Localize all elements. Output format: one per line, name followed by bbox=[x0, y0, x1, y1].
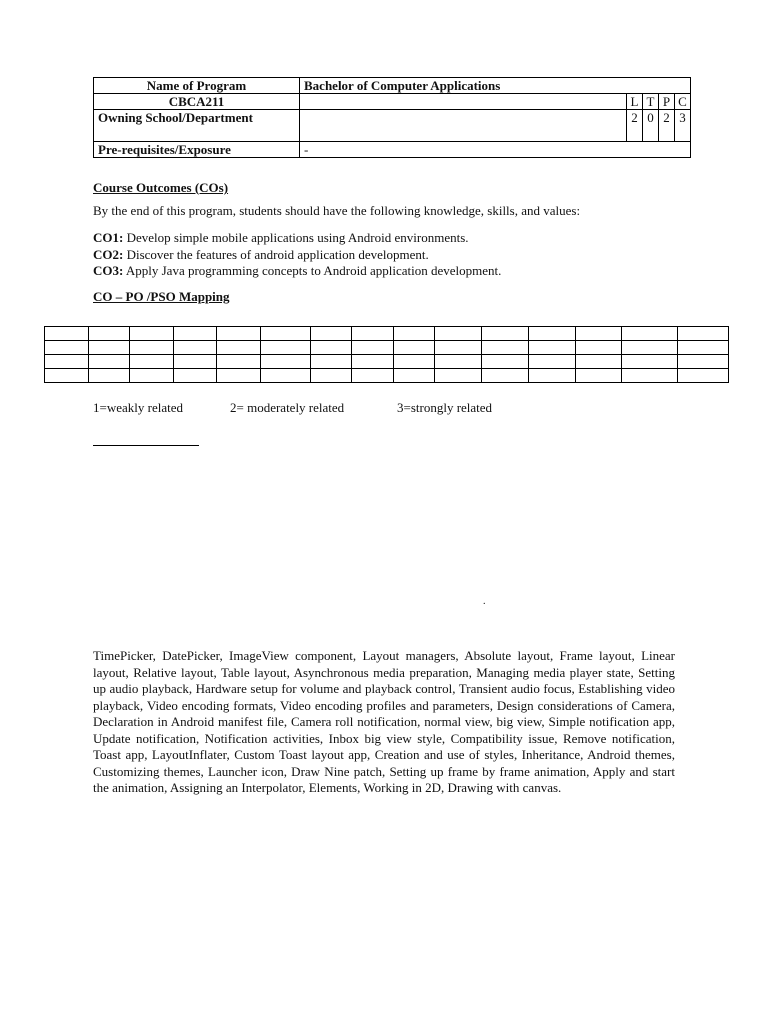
mapping-cell bbox=[575, 355, 622, 369]
mapping-cell bbox=[575, 369, 622, 383]
co-text: Develop simple mobile applications using Android environments. bbox=[123, 230, 469, 245]
mapping-cell bbox=[261, 369, 311, 383]
mapping-cell bbox=[261, 341, 311, 355]
co-item bbox=[93, 230, 501, 247]
mapping-cell bbox=[216, 327, 261, 341]
mapping-cell bbox=[216, 341, 261, 355]
mapping-cell bbox=[351, 341, 394, 355]
mapping-cell bbox=[130, 327, 174, 341]
mapping-cell bbox=[481, 327, 528, 341]
program-value: Bachelor of Computer Applications bbox=[300, 78, 691, 94]
mapping-cell bbox=[677, 341, 728, 355]
mapping-cell bbox=[677, 369, 728, 383]
co-item bbox=[93, 247, 501, 264]
mapping-cell bbox=[88, 341, 130, 355]
co-list bbox=[93, 230, 501, 280]
course-outcomes-intro: By the end of this program, students should have the following knowledge, skills, and values: bbox=[93, 203, 581, 218]
mapping-cell bbox=[394, 327, 434, 341]
mapping-cell bbox=[394, 355, 434, 369]
program-label: Name of Program bbox=[94, 78, 300, 94]
mapping-cell bbox=[351, 327, 394, 341]
mapping-cell bbox=[575, 341, 622, 355]
prereq-label: Pre-requisites/Exposure bbox=[94, 142, 300, 158]
mapping-cell bbox=[130, 355, 174, 369]
mapping-row bbox=[45, 341, 729, 355]
mapping-cell bbox=[130, 341, 174, 355]
mapping-cell bbox=[311, 341, 351, 355]
mapping-cell bbox=[311, 327, 351, 341]
mapping-cell bbox=[45, 341, 89, 355]
ltpc-value-p: 2 bbox=[659, 110, 675, 142]
legend-strong: 3=strongly related bbox=[397, 400, 493, 415]
co-item bbox=[93, 263, 501, 280]
mapping-cell bbox=[622, 355, 677, 369]
mapping-cell bbox=[261, 355, 311, 369]
mapping-heading: CO – PO /PSO Mapping bbox=[93, 289, 230, 304]
stray-dot: . bbox=[483, 596, 486, 607]
mapping-cell bbox=[528, 355, 575, 369]
section-underline bbox=[93, 445, 199, 446]
program-info-table bbox=[93, 77, 691, 158]
prereq-value: - bbox=[300, 142, 691, 158]
co-code: CO3: bbox=[93, 263, 124, 278]
mapping-cell bbox=[216, 369, 261, 383]
co-code: CO1: bbox=[93, 230, 124, 245]
mapping-row bbox=[45, 369, 729, 383]
owner-value bbox=[300, 110, 627, 142]
mapping-cell bbox=[434, 341, 481, 355]
course-code: CBCA211 bbox=[94, 94, 300, 110]
mapping-cell bbox=[575, 327, 622, 341]
co-text: Discover the features of android application development. bbox=[123, 246, 429, 262]
legend-weak: 1=weakly related bbox=[93, 400, 183, 415]
mapping-cell bbox=[622, 369, 677, 383]
ltpc-value-c: 3 bbox=[675, 110, 691, 142]
mapping-cell bbox=[173, 355, 216, 369]
mapping-cell bbox=[45, 369, 89, 383]
mapping-cell bbox=[351, 355, 394, 369]
mapping-cell bbox=[677, 327, 728, 341]
mapping-cell bbox=[173, 369, 216, 383]
course-outcomes-heading: Course Outcomes (COs) bbox=[93, 180, 229, 195]
mapping-cell bbox=[481, 355, 528, 369]
mapping-cell bbox=[528, 369, 575, 383]
mapping-cell bbox=[481, 341, 528, 355]
mapping-cell bbox=[677, 355, 728, 369]
mapping-cell bbox=[311, 355, 351, 369]
mapping-cell bbox=[622, 341, 677, 355]
mapping-cell bbox=[88, 355, 130, 369]
mapping-cell bbox=[88, 327, 130, 341]
owner-label: Owning School/Department bbox=[94, 110, 300, 142]
mapping-cell bbox=[528, 341, 575, 355]
mapping-cell bbox=[528, 327, 575, 341]
mapping-row bbox=[45, 327, 729, 341]
mapping-cell bbox=[434, 355, 481, 369]
syllabus-paragraph: TimePicker, DatePicker, ImageView component, Layout managers, Absolute layout, Frame layout, Linear layout, Relative layout, Table layout, Asynchronous media preparation, Managing media player state, Setting up audio playback, Hardware setup for volume and playback control, Transient audio focus, Establishing video playback, Video encoding formats, Video encoding profiles and parameters, Design considerations of Camera, Declaration in Android manifest file, Camera roll notification, normal view, big view, Simple notification app, Update notification, Notification activities, Inbox big view style, Compatibility issue, Remove notification, Toast app, LayoutInflater, Custom Toast layout app, Creation and use of styles, Inheritance, Android themes, Customizing themes, Launcher icon, Draw Nine patch, Setting up frame by frame animation, Apply and start the animation, Assigning an Interpolator, Elements, Working in 2D, Drawing with canvas. bbox=[93, 648, 675, 795]
mapping-cell bbox=[434, 369, 481, 383]
mapping-cell bbox=[216, 355, 261, 369]
mapping-cell bbox=[130, 369, 174, 383]
mapping-cell bbox=[622, 327, 677, 341]
ltpc-value-l: 2 bbox=[627, 110, 643, 142]
ltpc-header-p: P bbox=[659, 94, 675, 110]
mapping-cell bbox=[45, 327, 89, 341]
ltpc-header-t: T bbox=[643, 94, 659, 110]
ltpc-header-c: C bbox=[675, 94, 691, 110]
co-po-mapping-table bbox=[44, 326, 729, 383]
mapping-cell bbox=[261, 327, 311, 341]
co-text: Apply Java programming concepts to Android application development. bbox=[123, 263, 502, 278]
mapping-cell bbox=[45, 355, 89, 369]
mapping-cell bbox=[173, 327, 216, 341]
mapping-cell bbox=[394, 369, 434, 383]
mapping-cell bbox=[434, 327, 481, 341]
course-title-cell bbox=[300, 94, 627, 110]
ltpc-value-t: 0 bbox=[643, 110, 659, 142]
mapping-row bbox=[45, 355, 729, 369]
co-code: CO2: bbox=[93, 246, 124, 262]
ltpc-header-l: L bbox=[627, 94, 643, 110]
mapping-cell bbox=[394, 341, 434, 355]
legend-moderate: 2= moderately related bbox=[230, 400, 345, 415]
mapping-cell bbox=[481, 369, 528, 383]
mapping-cell bbox=[88, 369, 130, 383]
mapping-cell bbox=[351, 369, 394, 383]
mapping-cell bbox=[311, 369, 351, 383]
mapping-cell bbox=[173, 341, 216, 355]
